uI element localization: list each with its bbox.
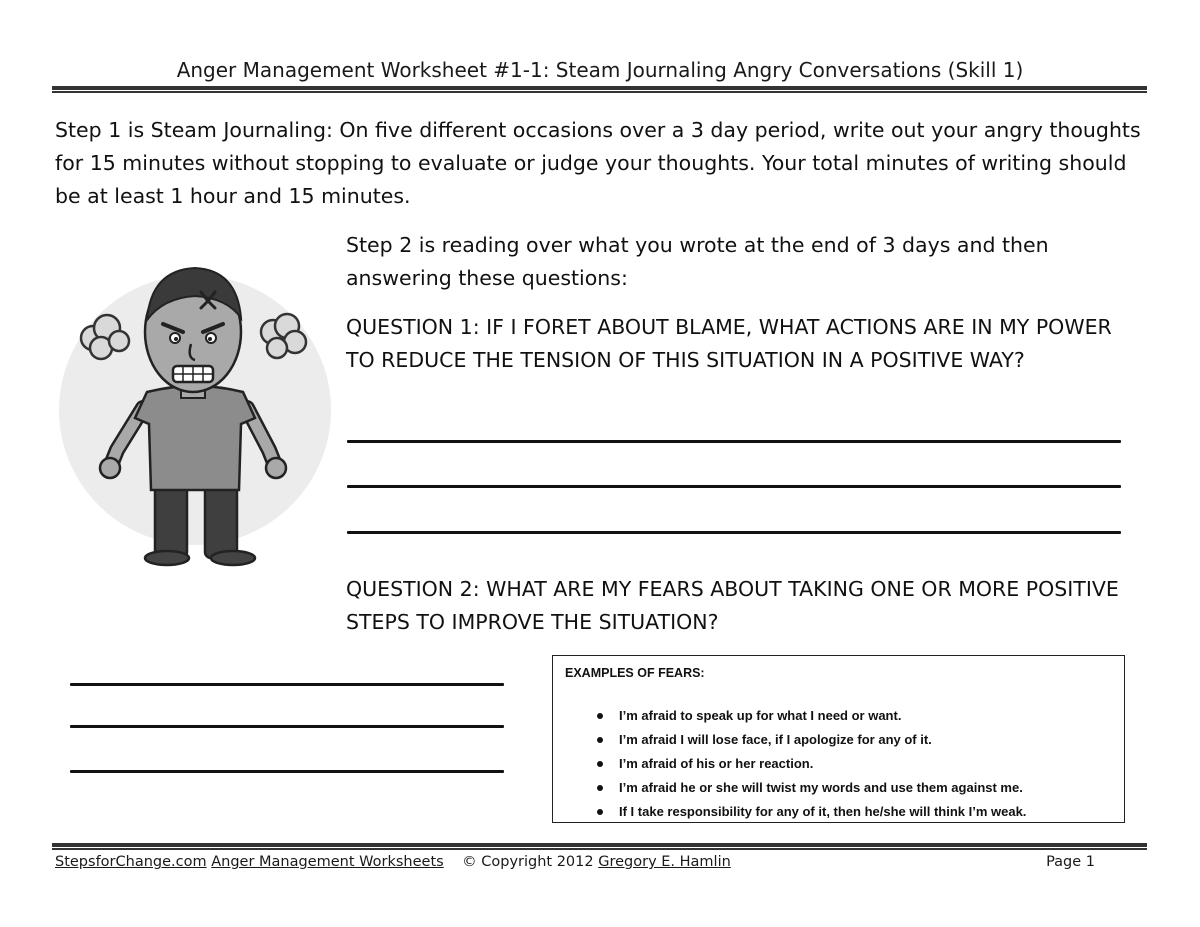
fear-text: I’m afraid I will lose face, if I apologize for any of it. [619, 732, 932, 747]
bullet-icon [597, 785, 603, 791]
list-item [597, 728, 1026, 752]
step-2-instructions: Step 2 is reading over what you wrote at the end of 3 days and then answering these questions: [346, 233, 1049, 290]
angry-person-icon [55, 240, 335, 575]
fear-text: I’m afraid of his or her reaction. [619, 756, 814, 771]
page-number: Page 1 [1046, 854, 1095, 870]
list-item [597, 776, 1026, 800]
answer-line-q2-3[interactable] [70, 770, 504, 773]
author-link[interactable]: Gregory E. Hamlin [598, 854, 731, 870]
answer-line-q1-2[interactable] [347, 485, 1121, 488]
footer [55, 854, 1095, 870]
header-divider [52, 86, 1147, 93]
answer-line-q1-1[interactable] [347, 440, 1121, 443]
site-link[interactable]: StepsforChange.com [55, 854, 207, 870]
list-item [597, 800, 1026, 824]
examples-of-fears-box [552, 655, 1125, 823]
copyright-text: © Copyright 2012 [462, 854, 594, 870]
fear-text: I’m afraid to speak up for what I need or want. [619, 708, 902, 723]
answer-line-q2-2[interactable] [70, 725, 504, 728]
fear-text: If I take responsibility for any of it, then he/she will think I’m weak. [619, 804, 1027, 819]
bullet-icon [597, 809, 603, 815]
question-1: QUESTION 1: IF I FORET ABOUT BLAME, WHAT ACTIONS ARE IN MY POWER TO REDUCE THE TENSION OF THIS SITUATION IN A POSITIVE WAY? [346, 315, 1112, 372]
step-1-instructions: Step 1 is Steam Journaling: On five different occasions over a 3 day period, write out your angry thoughts for 15 minutes without stopping to evaluate or judge your thoughts. Your total minutes of writing should be at least 1 hour and 15 minutes. [55, 118, 1141, 208]
fear-text: I’m afraid he or she will twist my words and use them against me. [619, 780, 1023, 795]
bullet-icon [597, 713, 603, 719]
bullet-icon [597, 737, 603, 743]
bullet-icon [597, 761, 603, 767]
answer-line-q1-3[interactable] [347, 531, 1121, 534]
question-2: QUESTION 2: WHAT ARE MY FEARS ABOUT TAKING ONE OR MORE POSITIVE STEPS TO IMPROVE THE SITUATION? [346, 577, 1119, 634]
fears-list [597, 704, 1026, 824]
list-item [597, 752, 1026, 776]
fears-heading: EXAMPLES OF FEARS: [565, 666, 705, 680]
footer-divider [52, 843, 1147, 850]
worksheet-title: Anger Management Worksheet #1-1: Steam Journaling Angry Conversations (Skill 1) [176, 58, 1024, 82]
series-link[interactable]: Anger Management Worksheets [211, 854, 444, 870]
list-item [597, 704, 1026, 728]
answer-line-q2-1[interactable] [70, 683, 504, 686]
